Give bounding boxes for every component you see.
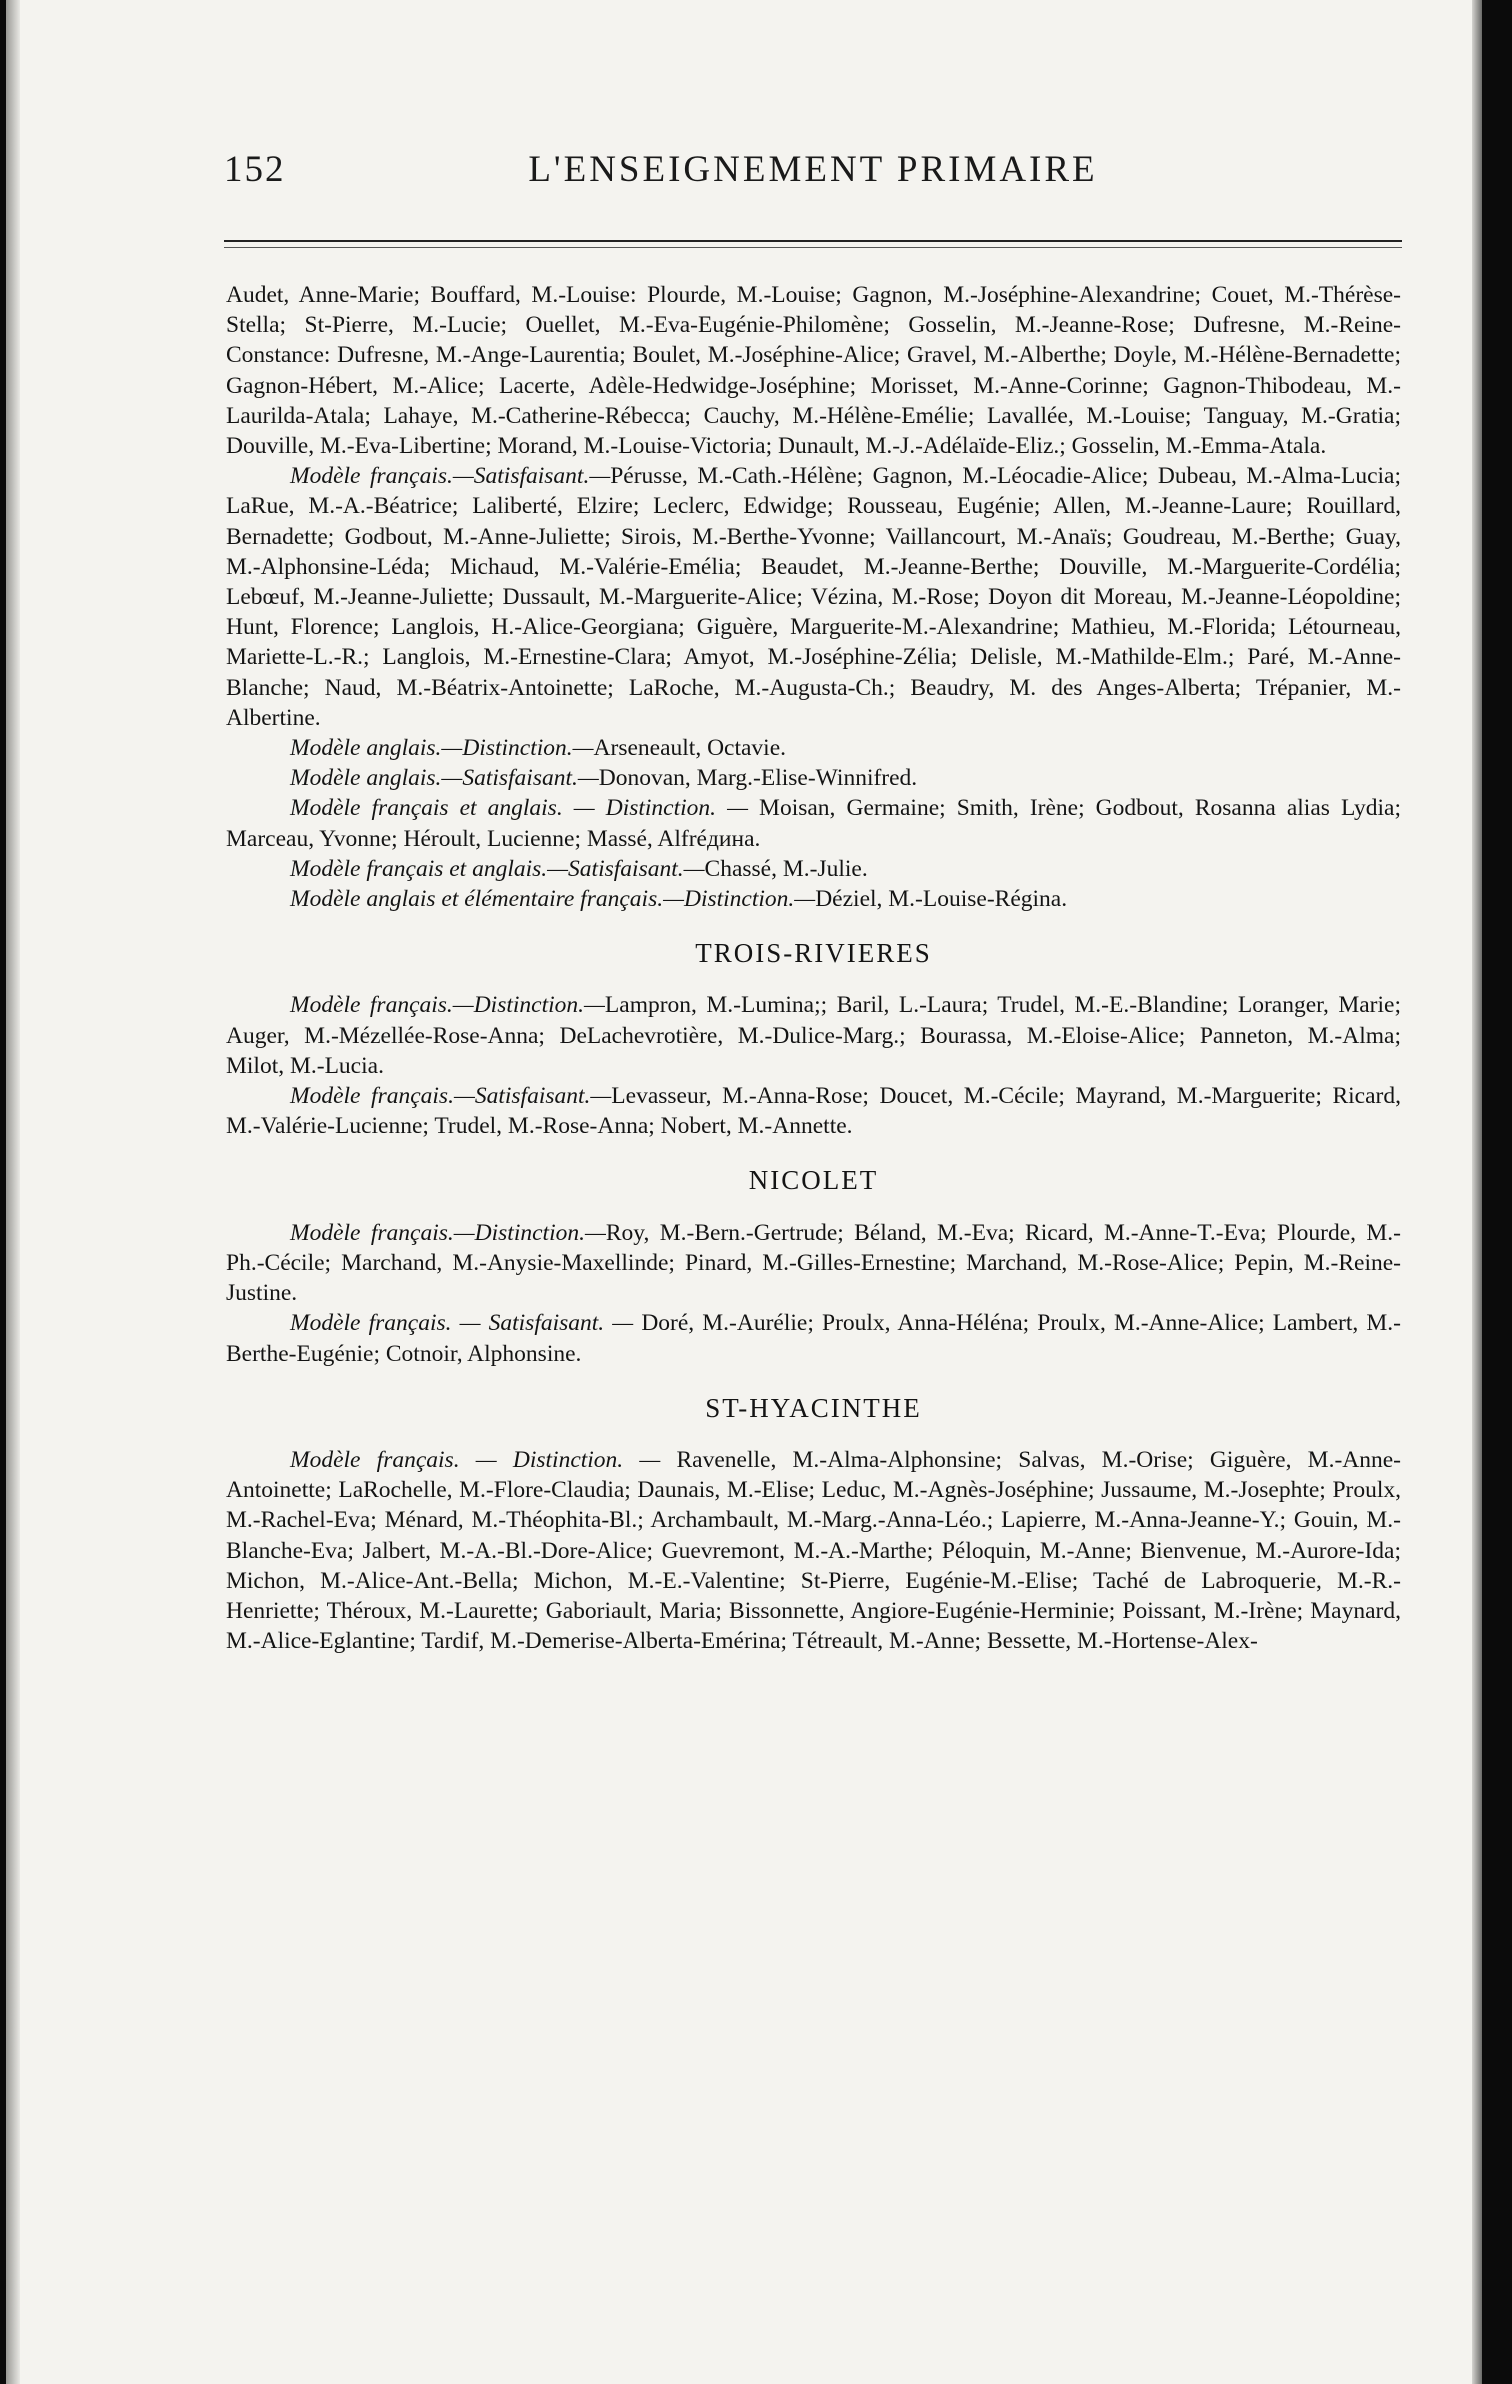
- entry-label: Modèle français.—Distinction.—: [290, 992, 605, 1019]
- running-title: L'ENSEIGNEMENT PRIMAIRE: [528, 149, 1098, 190]
- section-heading: ST-HYACINTHE: [705, 1392, 922, 1423]
- header-rule: [224, 240, 1402, 248]
- entry-paragraph: [226, 1308, 1401, 1368]
- entry-text: Roy, M.-Bern.-Gertrude; Béland, M.-Eva; Ricard, M.-Anne-T.-Eva; Plourde, M.-Ph.-Cécile; Marchand, M.-Anysie-Maxellinde; Pinard, M.-Gilles-Ernestine; Marchand, M.-Rose-Alice; Pepin, M.-Reine-Justine.: [226, 1219, 1401, 1307]
- entry-text: Lampron, M.-Lumina;; Baril, L.-Laura; Trudel, M.-E.-Blandine; Loranger, Marie; Auger, M.-Mézellée-Rose-Anna; DeLachevrotière, M.-Dulice-Marg.; Bourassa, M.-Eloise-Alice; Panneton, M.-Alma; Milot, M.-Lucia.: [226, 992, 1401, 1079]
- page-header: [224, 148, 1402, 198]
- entry-label: Modèle français. — Satisfaisant. —: [290, 1310, 634, 1337]
- entry-text: Chassé, M.-Julie.: [704, 855, 868, 882]
- entry-text: Pérusse, M.-Cath.-Hélène; Gagnon, M.-Léocadie-Alice; Dubeau, M.-Alma-Lucia; LaRue, M.-A.-Béatrice; Laliberté, Elzire; Leclerc, Edwidge; Rousseau, Eugénie; Allen, M.-Jeanne-Laure; Rouillard, Bernadette; Godbout, M.-Anne-Juliette; Sirois, M.-Berthe-Yvonne; Vaillancourt, M.-Anaïs; Goudreau, M.-Berthe; Guay, M.-Alphonsine-Léda; Michaud, M.-Valérie-Emélia; Beaudet, M.-Jeanne-Berthe; Douville, M.-Marguerite-Cordélia; Lebœuf, M.-Jeanne-Juliette; Dussault, M.-Marguerite-Alice; Vézina, M.-Rose; Doyon dit Moreau, M.-Jeanne-Léopoldine; Hunt, Florence; Langlois, H.-Alice-Georgiana; Giguère, Marguerite-M.-Alexandrine; Mathieu, M.-Florida; Létourneau, Mariette-L.-R.; Langlois, M.-Ernestine-Clara; Amyot, M.-Joséphine-Zélia; Delisle, M.-Mathilde-Elm.; Paré, M.-Anne-Blanche; Naud, M.-Béatrix-Antoinette; LaRoche, M.-Augusta-Ch.; Beaudry, M. des Anges-Alberta; Trépanier, M.-Albertine.: [226, 463, 1401, 731]
- entry-paragraph: [226, 733, 1401, 763]
- entry-paragraph: [226, 763, 1401, 793]
- entry-paragraph: [226, 1218, 1401, 1309]
- entry-text: Levasseur, M.-Anna-Rose; Doucet, M.-Cécile; Mayrand, M.-Marguerite; Ricard, M.-Valérie-Lucienne; Trudel, M.-Rose-Anna; Nobert, M.-Annette.: [226, 1083, 1401, 1140]
- entry-label: Modèle français.—Distinction.—: [290, 1219, 606, 1246]
- entry-label: Modèle français et anglais.—Satisfaisant.—: [290, 855, 705, 882]
- entry-label: Modèle anglais.—Satisfaisant.—: [290, 765, 599, 792]
- entry-label: Modèle français.—Satisfaisant.—: [290, 1083, 612, 1110]
- entry-text: Donovan, Marg.-Elise-Winnifred.: [598, 765, 918, 792]
- entry-paragraph: [226, 990, 1401, 1081]
- book-page: [6, 0, 1476, 2384]
- page-edge-shadow-right: [1472, 0, 1482, 2384]
- section-heading: TROIS-RIVIERES: [695, 938, 932, 969]
- entry-text: Moisan, Germaine; Smith, Irène; Godbout, Rosanna alias Lydia; Marceau, Yvonne; Héroult, Lucienne; Massé, Alfréдина.: [226, 795, 1402, 852]
- entry-label: Modèle anglais et élémentaire français.—Distinction.—: [290, 886, 816, 913]
- entry-paragraph: [226, 1081, 1401, 1141]
- entry-label: Modèle anglais.—Distinction.—: [290, 735, 594, 762]
- page-edge-shadow-left: [6, 0, 20, 2384]
- entry-label: Modèle français. — Distinction. —: [290, 1446, 661, 1473]
- entry-text: Doré, M.-Aurélie; Proulx, Anna-Héléna; Proulx, M.-Anne-Alice; Lambert, M.-Berthe-Eugénie; Cotnoir, Alphonsine.: [226, 1310, 1401, 1367]
- page-body: [226, 280, 1401, 1656]
- section-heading: NICOLET: [748, 1165, 879, 1196]
- entry-paragraph: [226, 884, 1401, 914]
- entry-text: Déziel, M.-Louise-Régina.: [815, 886, 1068, 913]
- intro-paragraph: Audet, Anne-Marie; Bouffard, M.-Louise: Plourde, M.-Louise; Gagnon, M.-Joséphine-Alexandrine; Couet, M.-Thérèse-Stella; St-Pierre, M.-Lucie; Ouellet, M.-Eva-Eugénie-Philomène; Gosselin, M.-Jeanne-Rose; Dufresne, M.-Reine-Constance: Dufresne, M.-Ange-Laurentia; Boulet, M.-Joséphine-Alice; Gravel, M.-Alberthe; Doyle, M.-Hélène-Bernadette; Gagnon-Hébert, M.-Alice; Lacerte, Adèle-Hedwidge-Joséphine; Morisset, M.-Anne-Corinne; Gagnon-Thibodeau, M.-Laurilda-Atala; Lahaye, M.-Catherine-Rébecca; Cauchy, M.-Hélène-Emélie; Lavallée, M.-Louise; Tanguay, M.-Gratia; Douville, M.-Eva-Libertine; Morand, M.-Louise-Victoria; Dunault, M.-J.-Adélaïde-Eliz.; Gosselin, M.-Emma-Atala.: [226, 282, 1401, 460]
- entry-text: Ravenelle, M.-Alma-Alphonsine; Salvas, M.-Orise; Giguère, M.-Anne-Antoinette; LaRochelle, M.-Flore-Claudia; Daunais, M.-Elise; Leduc, M.-Agnès-Joséphine; Jussaume, M.-Josephte; Proulx, M.-Rachel-Eva; Ménard, M.-Théophita-Bl.; Archambault, M.-Marg.-Anna-Léo.; Lapierre, M.-Anna-Jeanne-Y.; Gouin, M.-Blanche-Eva; Jalbert, M.-A.-Bl.-Dore-Alice; Guevremont, M.-A.-Marthe; Péloquin, M.-Anne; Bienvenue, M.-Aurore-Ida; Michon, M.-Alice-Ant.-Bella; Michon, M.-E.-Valentine; St-Pierre, Eugénie-M.-Elise; Taché de Labroquerie, M.-R.-Henriette; Théroux, M.-Laurette; Gaboriault, Maria; Bissonnette, Angiore-Eugénie-Herminie; Poissant, M.-Irène; Maynard, M.-Alice-Eglantine; Tardif, M.-Demerise-Alberta-Emérina; Tétreault, M.-Anne; Bessette, M.-Hortense-Alex-: [226, 1446, 1401, 1655]
- entry-paragraph: [226, 793, 1401, 853]
- entry-paragraph: [226, 1445, 1401, 1656]
- entry-paragraph: [226, 461, 1401, 733]
- entry-paragraph: [226, 854, 1401, 884]
- entry-label: Modèle français.—Satisfaisant.—: [290, 463, 611, 490]
- page-number: 152: [224, 149, 286, 190]
- entry-text: Arseneault, Octavie.: [593, 735, 787, 762]
- entry-label: Modèle français et anglais. — Distinction. —: [290, 795, 748, 822]
